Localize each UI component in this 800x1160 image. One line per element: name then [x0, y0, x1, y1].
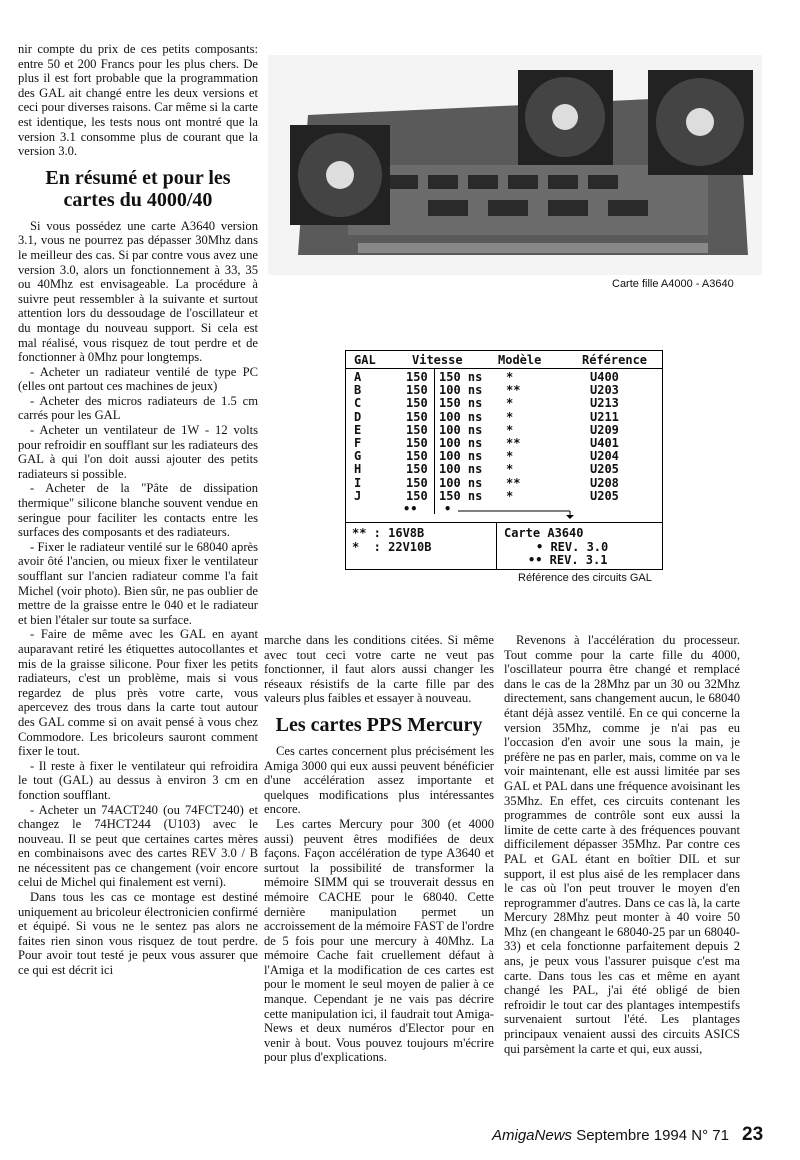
table-row: [346, 411, 662, 424]
paragraph: - Acheter des micros radiateurs de 1.5 cm carrés pour les GAL: [18, 393, 258, 423]
table-cell: 150 ns: [439, 396, 483, 411]
paragraph: - Acheter un 74ACT240 (ou 74FCT240) et changez le 74HCT244 (U103) avec le nouveau. Il se peut que certaines cartes mères en combinaisons avec des cartes REV 3.0 / B ne nécessitent pas ce changement (voir encore celui de Michel qui finalement est verni).: [18, 802, 258, 890]
table-cell: 150: [406, 409, 428, 424]
table-cell: 150: [406, 475, 428, 490]
magazine-name: AmigaNews: [492, 1127, 573, 1144]
table-cell: 100 ns: [439, 383, 483, 398]
legend-rule: [346, 522, 662, 523]
table-cell: D: [354, 409, 362, 424]
fan-icon: [290, 125, 390, 225]
table-cell: A: [354, 370, 362, 384]
table-cell: F: [354, 436, 362, 450]
legend-row: [346, 541, 662, 554]
table-row: [346, 463, 662, 476]
table-cell: U213: [590, 396, 619, 411]
table-cell: U211: [590, 409, 619, 424]
table-cell: 100 ns: [439, 449, 483, 464]
table-cell: J: [354, 488, 362, 503]
table-cell: I: [354, 475, 362, 490]
card-revision: •• REV. 3.1: [528, 553, 608, 567]
table-cell: U208: [590, 475, 619, 490]
article-column-1: [18, 42, 258, 978]
table-cell: 150: [406, 488, 428, 503]
table-cell: 150: [406, 462, 428, 477]
header-rule: [346, 368, 662, 369]
legend-row: [346, 554, 662, 567]
double-dot-mark: ••: [403, 502, 418, 516]
paragraph: - Acheter de la "Pâte de dissipation thermique" silicone blanche souvent vendue en seringue pour faciliter les contacts entre les surfaces des composants et des radiateurs.: [18, 481, 258, 540]
table-cell: *: [506, 449, 514, 464]
section-heading-4000: En résumé et pour les cartes du 4000/40: [45, 166, 231, 211]
gal-reference-table: [345, 350, 663, 570]
paragraph: - Fixer le radiateur ventilé sur le 68040 après avoir ôté l'ancien, ou mieux fixer le ventilateur soufflant sur l'ancien radiateur comme l'a fait Michel (voir photo). Bien sûr, ne pas oublier de mettre de la graisse entre le 040 et le radiateur et bien l'étaler sur toute sa surface.: [18, 539, 258, 627]
fan-icon: [648, 70, 753, 175]
table-cell: G: [354, 449, 362, 464]
section-heading-mercury: Les cartes PPS Mercury: [275, 713, 483, 736]
table-row: [346, 477, 662, 490]
single-dot-mark: •: [444, 502, 452, 516]
article-column-3: [504, 633, 740, 1056]
card-photo: [268, 55, 762, 275]
board-illustration: [268, 55, 762, 275]
column-1-intro: nir compte du prix de ces petits composants: entre 50 et 200 Francs pour les plus chers. De plus il est fort probable que la programmation des GAL ait changé entre les deux versions et ceci pour diverses raisons. Car même si la carte est identique, les tests nous ont montré que la version 3.1 consomme plus de courant que la version 3.0.: [18, 42, 258, 159]
table-cell: U209: [590, 422, 619, 437]
column-2-intro: marche dans les conditions citées. Si même avec tout ceci votre carte ne veut pas fonctionner, il faut alors aussi changer les réseaux résistifs de la carte fille par des valeurs plus faibles et essayer à nouveau.: [264, 633, 494, 706]
paragraph: - Acheter un ventilateur de 1W - 12 volts pour refroidir en soufflant sur les radiateurs des GAL à qui l'on doit aussi ajouter des petits radiateurs si possible.: [18, 423, 258, 481]
paragraph: - Faire de même avec les GAL en ayant auparavant retiré les étiquettes autocollantes et mis de la graisse silicone. Pour fixer les petits radiateurs, c'est un problème, mais si vous regardez de plus près votre carte, vous apercevez des trous dans la carte tout autour des GAL comme si on avait pensé à vous chez Commodore. Les bricoleurs sauront comment fixer le tout.: [18, 627, 258, 759]
table-cell: *: [506, 409, 514, 424]
card-title: Carte A3640: [504, 526, 584, 540]
table-cell: 150: [406, 383, 428, 398]
table-row: [346, 371, 662, 384]
paragraph: - Il reste à fixer le ventilateur qui refroidira le tout (GAL) au dessus à environ 3 cm en fonction soufflant.: [18, 758, 258, 802]
table-cell: 100 ns: [439, 409, 483, 424]
table-cell: **: [506, 436, 521, 450]
table-row: [346, 384, 662, 397]
paragraph: Les cartes Mercury pour 300 (et 4000 aussi) peuvent êtres modifiées de deux façons. Façon accélération de type A3640 et surtout la possibilité de transformer la mémoire SIMM qui se trouverait dessus en mémoire CACHE pour le 68040. Cette dernière manipulation permet un accroissement de la mémoire FAST de l'ordre de 5 fois pour une mercury à 40Mhz. La mémoire Cache fait cruellement défaut à l'Amiga et la modification de ces cartes est pour le moment le seul moyen de palier à ce manque. Cependant je ne vais pas décrire cette manipulation ici, il faudrait tout Amiga-News et deux numéros d'Elector pour en venir à bout. Vous pouvez toujours m'écrire pour plus d'explications.: [264, 816, 494, 1065]
fan-icon: [518, 70, 613, 165]
table-cell: **: [506, 383, 521, 398]
table-cell: *: [506, 488, 514, 503]
table-row: [346, 397, 662, 410]
paragraph: Ces cartes concernent plus précisément les Amiga 3000 qui eux aussi peuvent bénéficier d'une accélération assez importante et quelques modifications plus intéressantes encore.: [264, 743, 494, 817]
table-header-row: [346, 354, 662, 367]
table-cell: 150 ns: [439, 488, 483, 503]
table-cell: 150: [406, 370, 428, 384]
table-cell: *: [506, 396, 514, 411]
table-cell: C: [354, 396, 362, 411]
table-cell: *: [506, 462, 514, 477]
paragraph: Dans tous les cas ce montage est destiné uniquement au bricoleur électronicien confirmé et équipé. Si vous ne le sentez pas alors ne faites rien sinon vous risquez de tout perdre. Pour avoir tout testé je peux vous assurer que ce qui est décrit ici: [18, 890, 258, 978]
table-cell: 100 ns: [439, 436, 483, 450]
table-row: [346, 450, 662, 463]
table-cell: 100 ns: [439, 422, 483, 437]
table-cell: 150: [406, 396, 428, 411]
table-cell: 100 ns: [439, 475, 483, 490]
table-cell: 150: [406, 422, 428, 437]
table-cell: *: [506, 370, 514, 384]
table-cell: U205: [590, 462, 619, 477]
pointer-arrow: [446, 506, 576, 520]
table-cell: 150: [406, 436, 428, 450]
table-cell: *: [506, 422, 514, 437]
table-cell: 150 ns: [439, 370, 483, 384]
issue-label: Septembre 1994 N° 71: [576, 1127, 729, 1144]
paragraph: - Acheter un radiateur ventilé de type PC (elles ont partout ces machines de jeux): [18, 364, 258, 394]
table-cell: U400: [590, 370, 619, 384]
table-row: [346, 424, 662, 437]
table-cell: U204: [590, 449, 619, 464]
table-cell: **: [506, 475, 521, 490]
article-column-2: [264, 633, 494, 1065]
table-cell: H: [354, 462, 362, 477]
column-header: Modèle: [498, 353, 542, 367]
table-caption: Référence des circuits GAL: [518, 572, 652, 584]
photo-caption: Carte fille A4000 - A3640: [612, 278, 734, 290]
page-number: 23: [742, 1124, 764, 1145]
table-cell: 150: [406, 449, 428, 464]
table-row: [346, 490, 662, 503]
table-cell: 100 ns: [439, 462, 483, 477]
paragraph: Si vous possédez une carte A3640 version 3.1, vous ne pourrez pas dépasser 30Mhz dans le meilleur des cas. Si par contre vous avez une version 3.0, alors un fonctionnement à 33, 35 ou 40Mhz est envisageable. La procédure à suivre peut ressembler à la suivante et surtout attention lors du dessoudage de l'oscillateur et du montage du nouveau support. Si cela est mal réalisé, vous risquez de tout perdre et de fonctionner à 0Mhz pour longtemps.: [18, 218, 258, 365]
card-revision: • REV. 3.0: [536, 540, 609, 554]
table-cell: U205: [590, 488, 619, 503]
paragraph: Revenons à l'accélération du processeur. Tout comme pour la carte fille du 4000, l'oscillateur pourra être changé et remplacé dans le cas de la 28Mhz par un 30 ou 32Mhz directement, sans changement aucun, le 68040 étant déjà assez ventilé. En ce qui concerne la version 35Mhz, comme je n'ai pas eu l'occasion d'en avoir une sous la main, je préfère ne pas en parler, mais, comme on va le voir maintenant, elle est aussi limitée par ses GAL et PAL dans une fréquence avoisinant les 35Mhz. En effet, ces circuits contenant les programmes de contrôle sont eux aussi la limite de cette carte à des fréquences pouvant difficilement dépasser 35Mhz. Par contre ces PAL et GAL étant en boîtier DIL et sur support, il est plus aisé de les remplacer dans le cas où l'on peut trouver le moyen d'en reprogrammer d'autres. Dans ce cas là, la carte Mercury 28Mhz peut monter à 40 voire 50 Mhz (en changeant le 68040-25 par un 68040-33) et cela fonctionne parfaitement depuis 2 ans, je peux vous l'assurer puisque c'est ma carte. Dans tous les cas et même en ayant changé les PAL, j'ai été obligé de bien refroidir le tout car des plantages intempestifs survenaient surtout l'été. Les plantages principaux venaient aussi des circuits ASICS qui parsèment la carte et qui, eux aussi,: [504, 633, 740, 1056]
table-cell: E: [354, 422, 362, 437]
legend-row: [346, 527, 662, 540]
page-footer: [492, 1127, 729, 1144]
column-header: Vitesse: [412, 353, 463, 367]
table-cell: U203: [590, 383, 619, 398]
legend-entry: * : 22V10B: [352, 540, 432, 554]
column-header: GAL: [354, 353, 376, 367]
table-cell: U401: [590, 436, 619, 450]
column-header: Référence: [582, 353, 648, 367]
table-cell: B: [354, 383, 362, 398]
legend-entry: ** : 16V8B: [352, 526, 425, 540]
table-row: [346, 437, 662, 450]
